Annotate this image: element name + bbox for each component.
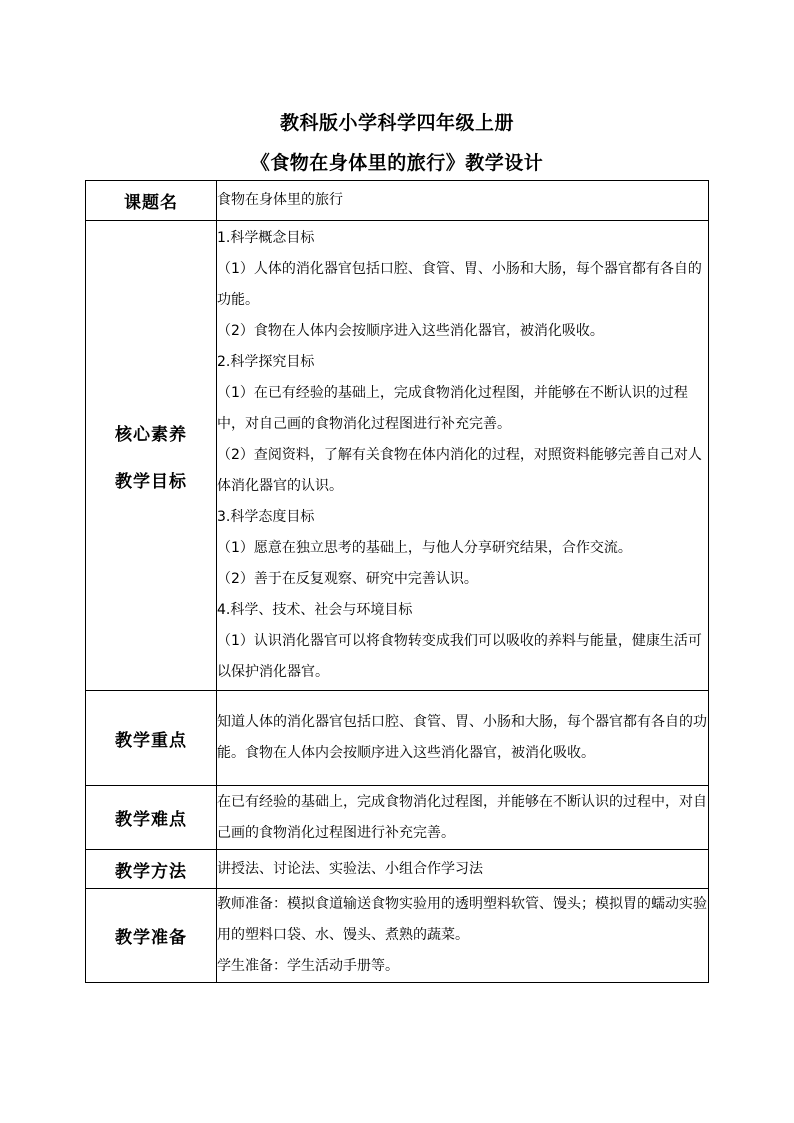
difficulties-label: 教学难点 bbox=[86, 786, 217, 850]
goal-heading-sts: 4.科学、技术、社会与环境目标 bbox=[217, 602, 413, 618]
table-row-difficulties bbox=[86, 786, 709, 850]
lesson-plan-table bbox=[85, 180, 709, 983]
table-row-key-points bbox=[86, 691, 709, 786]
goal-heading-inquiry: 2.科学探究目标 bbox=[217, 354, 315, 370]
topic-label: 课题名 bbox=[86, 181, 217, 221]
document-title: 教科版小学科学四年级上册 bbox=[279, 112, 514, 134]
table-row-topic bbox=[86, 181, 709, 221]
goals-label bbox=[86, 221, 217, 691]
goal-item: （1）在已有经验的基础上，完成食物消化过程图，并能够在不断认识的过程中，对自己画的食物消化过程图进行补充完善。 bbox=[217, 385, 688, 432]
goal-item: （1）人体的消化器官包括口腔、食管、胃、小肠和大肠，每个器官都有各自的功能。 bbox=[217, 261, 702, 308]
goals-label-line1: 核心素养 bbox=[115, 424, 187, 445]
table-row-preparation bbox=[86, 889, 709, 983]
goal-item: （2）查阅资料，了解有关食物在体内消化的过程，对照资料能够完善自己对人体消化器官的认识。 bbox=[217, 447, 702, 494]
goal-item: （1）认识消化器官可以将食物转变成我们可以吸收的养料与能量，健康生活可以保护消化器官。 bbox=[217, 633, 702, 680]
preparation-content bbox=[217, 889, 709, 983]
preparation-label: 教学准备 bbox=[86, 889, 217, 983]
preparation-teacher: 教师准备：模拟食道输送食物实验用的透明塑料软管、馒头；模拟胃的蠕动实验用的塑料口袋、水、馒头、煮熟的蔬菜。 bbox=[217, 896, 707, 943]
goal-item: （2）食物在人体内会按顺序进入这些消化器官，被消化吸收。 bbox=[217, 323, 604, 339]
difficulties-value: 在已有经验的基础上，完成食物消化过程图，并能够在不断认识的过程中，对自己画的食物消化过程图进行补充完善。 bbox=[217, 786, 709, 850]
methods-label: 教学方法 bbox=[86, 850, 217, 889]
goal-item: （1）愿意在独立思考的基础上，与他人分享研究结果，合作交流。 bbox=[217, 540, 632, 556]
key-points-label: 教学重点 bbox=[86, 691, 217, 786]
document-subtitle: 《食物在身体里的旅行》教学设计 bbox=[250, 152, 544, 174]
goal-item: （2）善于在反复观察、研究中完善认识。 bbox=[217, 571, 478, 587]
topic-value: 食物在身体里的旅行 bbox=[217, 181, 709, 221]
methods-value: 讲授法、讨论法、实验法、小组合作学习法 bbox=[217, 850, 709, 889]
key-points-value: 知道人体的消化器官包括口腔、食管、胃、小肠和大肠，每个器官都有各自的功能。食物在人体内会按顺序进入这些消化器官，被消化吸收。 bbox=[217, 691, 709, 786]
goals-content bbox=[217, 221, 709, 691]
table-row-methods bbox=[86, 850, 709, 889]
goals-label-line2: 教学目标 bbox=[115, 471, 187, 492]
preparation-student: 学生准备：学生活动手册等。 bbox=[217, 958, 399, 974]
table-row-goals bbox=[86, 221, 709, 691]
goal-heading-attitude: 3.科学态度目标 bbox=[217, 509, 315, 525]
goal-heading-concept: 1.科学概念目标 bbox=[217, 230, 315, 246]
